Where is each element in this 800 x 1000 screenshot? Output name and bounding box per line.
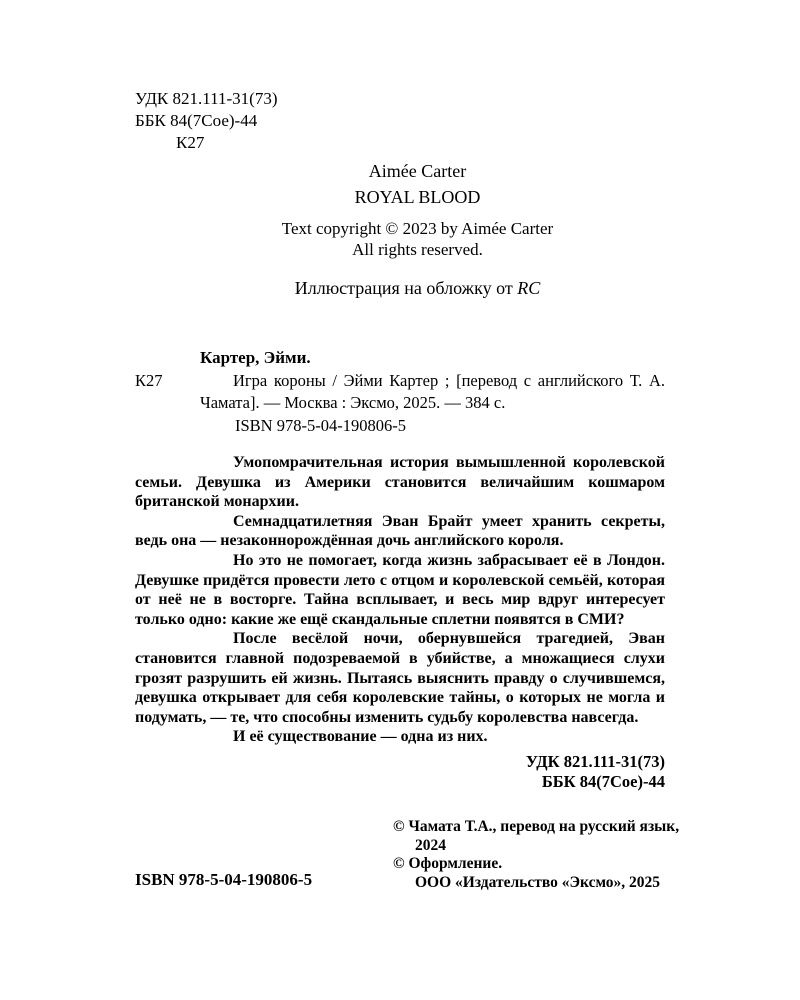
bibliographic-record: Игра короны / Эйми Картер ; [перевод с английского Т. А. Чамата]. — Москва : Эксмо, 2025. — 384 с. xyxy=(200,371,665,412)
catalog-entry xyxy=(135,370,665,414)
annotation-paragraph: Но это не помогает, когда жизнь забрасывает её в Лондон. Девушке придётся провести лето с отцом и королевской семьёй, которая от неё не в восторге. Тайна всплывает, и весь мир вдруг интересует только одно: какие же ещё скандальные сплетни появятся в СМИ? xyxy=(135,551,665,628)
catalog-author-heading: Картер, Эйми. xyxy=(200,348,311,367)
isbn-bottom: ISBN 978-5-04-190806-5 xyxy=(135,870,313,889)
original-edition-block xyxy=(145,160,690,299)
cover-illustration-artist: RC xyxy=(517,278,541,298)
author-sign-catalog: К27 xyxy=(135,371,163,390)
translation-copyright-line: © Чамата Т.А., перевод на русский язык, xyxy=(393,818,680,835)
annotation-paragraph: После весёлой ночи, обернувшейся трагедией, Эван становится главной подозреваемой в убийстве, а множащиеся слухи грозят разрушить ей жизнь. Пытаясь выяснить правду о случившемся, девушка открывает для себя королевские тайны, о которых не могла и подумать, — те, что способны изменить судьбу королевства навсегда. xyxy=(135,630,665,726)
rights-reserved-notice: All rights reserved. xyxy=(352,240,483,259)
cover-illustration-credit xyxy=(145,277,690,299)
original-title: ROYAL BLOOD xyxy=(354,187,481,207)
original-author: Aimée Carter xyxy=(368,161,467,181)
annotation-paragraph: Семнадцатилетняя Эван Брайт умеет хранить секреты, ведь она — незаконнорождённая дочь английского короля. xyxy=(135,512,665,550)
udk-code-top: УДК 821.111-31(73) xyxy=(135,89,278,108)
classification-codes-top xyxy=(135,88,277,154)
translation-copyright-year: 2024 xyxy=(415,836,446,854)
cover-illustration-text: Иллюстрация на обложку от xyxy=(294,278,518,298)
annotation-paragraph: И её существование — одна из них. xyxy=(233,728,488,746)
isbn-catalog: ISBN 978-5-04-190806-5 xyxy=(235,416,406,435)
author-sign-top: К27 xyxy=(176,133,205,152)
bbk-code-bottom: ББК 84(7Сое)-44 xyxy=(541,771,665,791)
original-copyright-notice: Text copyright © 2023 by Aimée Carter xyxy=(281,219,554,238)
catalog-and-annotation xyxy=(135,347,665,792)
copyright-credits-block xyxy=(393,818,693,892)
annotation-block xyxy=(135,453,665,747)
classification-codes-bottom xyxy=(135,752,665,792)
bbk-code-top: ББК 84(7Сое)-44 xyxy=(135,111,258,130)
publisher-copyright-line: ООО «Издательство «Эксмо», 2025 xyxy=(415,873,661,891)
udk-code-bottom: УДК 821.111-31(73) xyxy=(525,751,665,771)
annotation-paragraph: Умопомрачительная история вымышленной королевской семьи. Девушка из Америки становится величайшим кошмаром британской монархии. xyxy=(135,454,665,511)
design-copyright-line: © Оформление. xyxy=(393,855,503,873)
